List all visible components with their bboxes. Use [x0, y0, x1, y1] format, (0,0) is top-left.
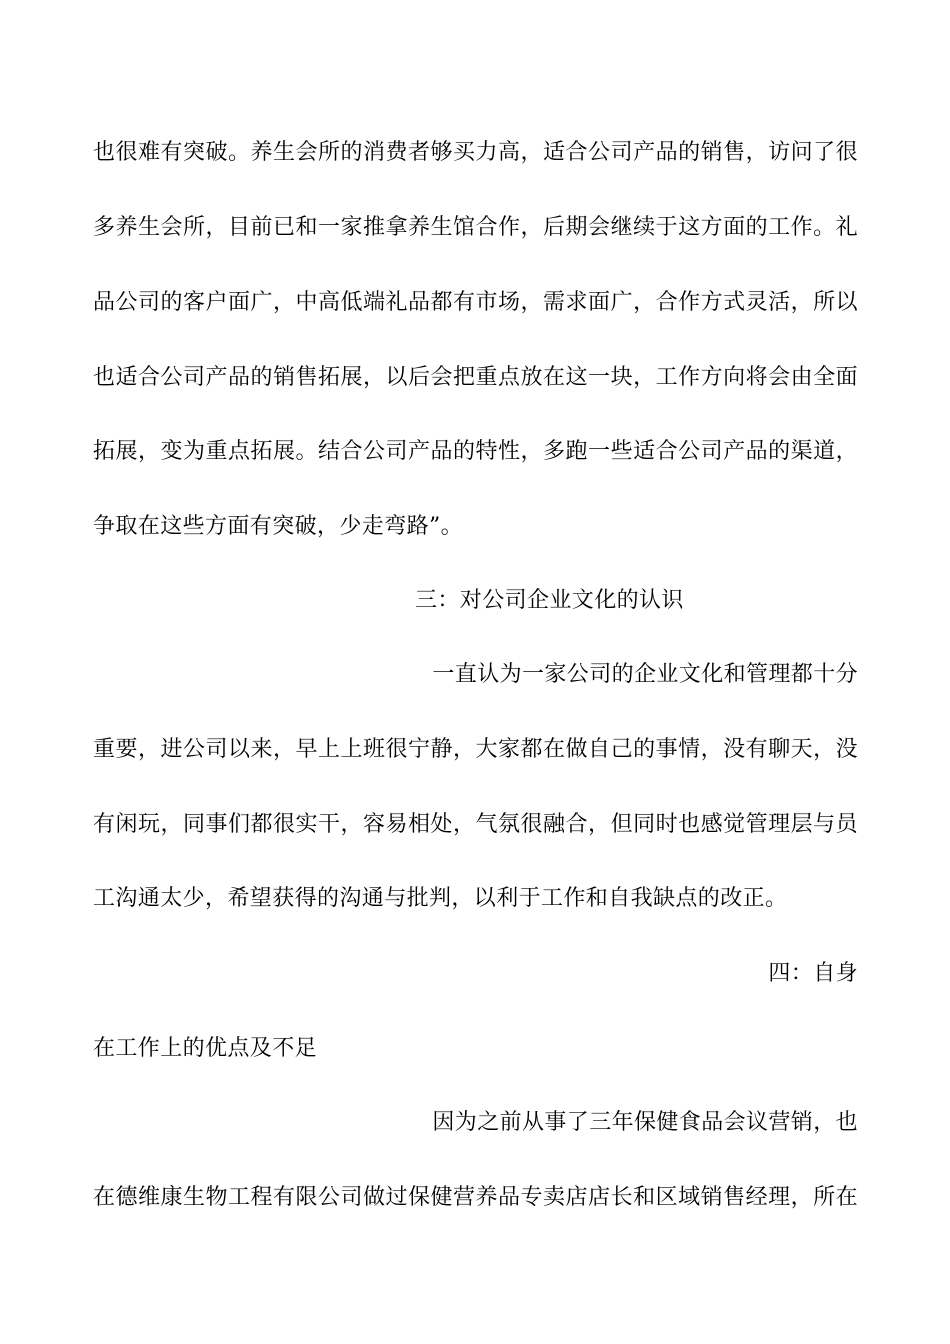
paragraph-line: 在德维康生物工程有限公司做过保健营养品专卖店店长和区域销售经理，所在 [93, 1185, 858, 1210]
section-heading: 四：自身 [768, 961, 858, 986]
paragraph-line: 也很难有突破。养生会所的消费者够买力高，适合公司产品的销售，访问了很 [93, 140, 858, 165]
paragraph-line: 重要，进公司以来，早上上班很宁静，大家都在做自己的事情，没有聊天，没 [93, 737, 858, 762]
paragraph-line: 有闲玩，同事们都很实干，容易相处，气氛很融合，但同时也感觉管理层与员 [93, 812, 858, 837]
paragraph-line: 多养生会所，目前已和一家推拿养生馆合作，后期会继续于这方面的工作。礼 [93, 215, 858, 240]
paragraph-line: 争取在这些方面有突破，少走弯路”。 [93, 514, 464, 539]
paragraph-line: 品公司的客户面广，中高低端礼品都有市场，需求面广，合作方式灵活，所以 [93, 290, 858, 315]
paragraph-line: 也适合公司产品的销售拓展，以后会把重点放在这一块，工作方向将会由全面 [93, 365, 858, 390]
paragraph-line: 工沟通太少，希望获得的沟通与批判，以利于工作和自我缺点的改正。 [93, 886, 788, 911]
paragraph-line: 拓展，变为重点拓展。结合公司产品的特性，多跑一些适合公司产品的渠道， [93, 439, 858, 464]
paragraph-line: 一直认为一家公司的企业文化和管理都十分 [432, 662, 858, 687]
section-heading-continued: 在工作上的优点及不足 [93, 1036, 318, 1061]
section-heading: 三：对公司企业文化的认识 [415, 588, 684, 613]
paragraph-line: 因为之前从事了三年保健食品会议营销，也 [432, 1110, 858, 1135]
